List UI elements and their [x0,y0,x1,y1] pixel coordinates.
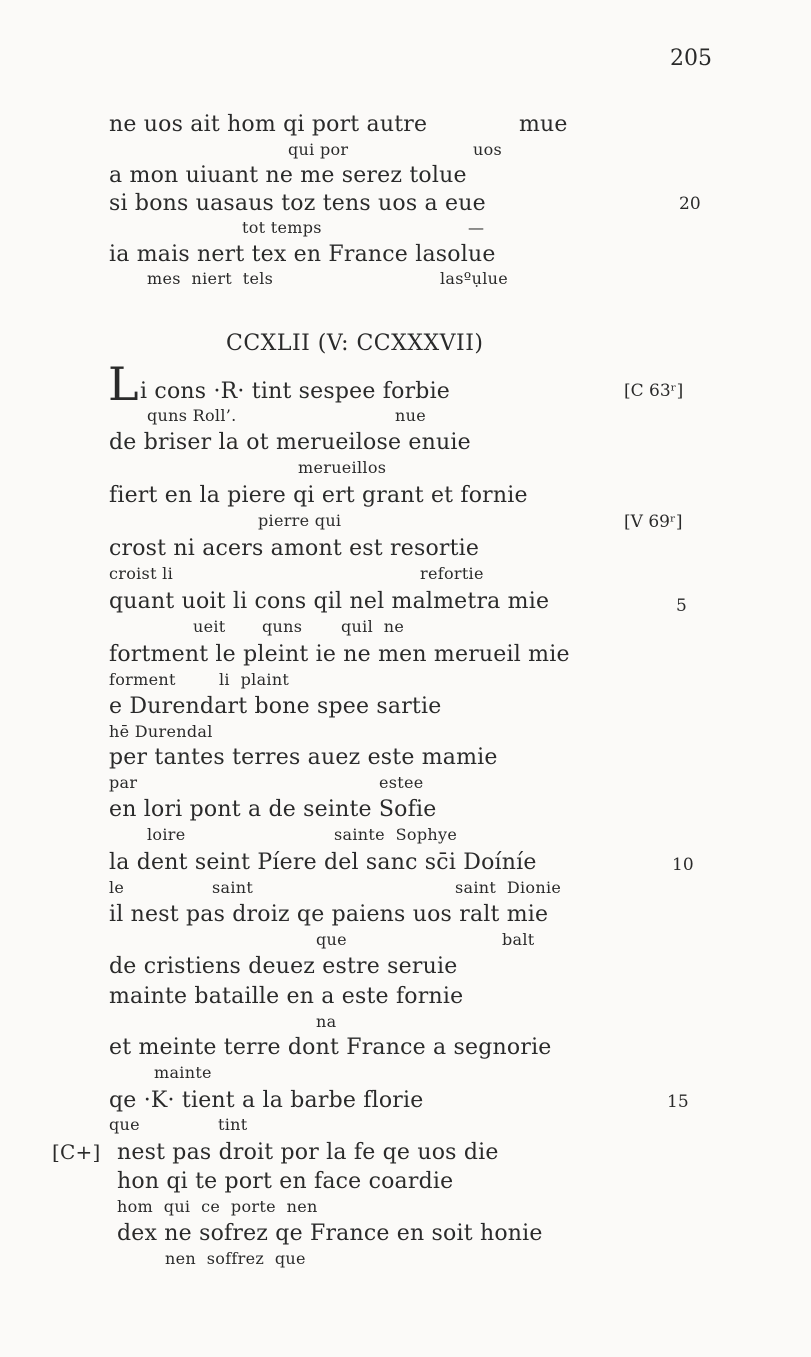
variant-reading: nue [395,406,426,425]
drop-cap: L [108,357,139,411]
variant-reading: loire [147,825,186,844]
variant-reading: sainte Sophye [334,825,458,844]
verse-line: ia mais nert tex en France lasolue [109,242,496,267]
variant-reading: pierre qui [258,511,342,530]
variant-reading: forment [109,670,176,689]
verse-line: et meinte terre dont France a segnorie [109,1035,552,1060]
variant-reading: estee [379,773,424,792]
variant-reading: balt [502,930,535,949]
variant-reading: le [109,878,125,897]
variant-reading: par [109,773,138,792]
verse-line: de briser la ot merueilose enuie [109,430,471,455]
manuscript-ref: [C 63ʳ] [624,381,684,401]
variant-reading: croist li [109,564,174,583]
verse-line-word: mue [519,112,568,137]
variant-reading: quns Roll’. [147,406,237,425]
verse-line: mainte bataille en a este fornie [109,984,464,1009]
variant-reading: merueillos [298,458,387,477]
variant-reading: quil ne [341,617,405,636]
variant-reading: mainte [154,1063,212,1082]
variant-reading: na [316,1012,337,1031]
page-number: 205 [670,46,712,71]
verse-line: nest pas droit por la fe qe uos die [117,1140,499,1165]
verse-line: per tantes terres auez este mamie [109,745,498,770]
variant-reading: uos [473,140,503,159]
verse-line: qe ·K· tient a la barbe florie [109,1088,424,1113]
variant-reading: tint [218,1115,248,1134]
verse-line: hon qi te port en face coardie [117,1169,454,1194]
line-number: 5 [676,596,687,616]
verse-line: i cons ·R· tint sespee forbie [140,379,451,404]
verse-line: il nest pas droiz qe paiens uos ralt mie [109,902,549,927]
verse-line: en lori pont a de seinte Sofie [109,797,437,822]
variant-reading: saint Dionie [455,878,562,897]
verse-line: dex ne sofrez qe France en soit honie [117,1221,543,1246]
variant-reading: — [468,218,485,237]
verse-line: de cristiens deuez estre seruie [109,954,458,979]
verse-line: ne uos ait hom qi port autre [109,112,428,137]
variant-reading: lasºụlue [440,269,508,288]
verse-line: quant uoit li cons qil nel malmetra mie [109,589,550,614]
variant-reading: quns [262,617,303,636]
line-number: 20 [679,194,701,214]
verse-line: fortment le pleint ie ne men merueil mie [109,642,570,667]
variant-reading: mes niert tels [147,269,274,288]
verse-line: la dent seint Píere del sanc sc̄i Doíníe [109,850,537,875]
verse-line: crost ni acers amont est resortie [109,536,480,561]
line-number: 15 [667,1092,689,1112]
variant-reading: qui por [288,140,349,159]
variant-reading: refortie [420,564,484,583]
verse-line: si bons uasaus toz tens uos a eue [109,191,486,216]
variant-reading: tot temps [242,218,322,237]
verse-line: e Durendart bone spee sartie [109,694,442,719]
variant-reading: li plaint [219,670,290,689]
variant-reading: saint [212,878,254,897]
variant-reading: que [109,1115,140,1134]
verse-line: fiert en la piere qi ert grant et fornie [109,483,528,508]
variant-reading: hom qui ce porte nen [117,1197,318,1216]
verse-line: a mon uiuant ne me serez tolue [109,163,467,188]
variant-reading: hē Durendal [109,722,213,741]
line-number: 10 [672,855,694,875]
manuscript-ref: [V 69ʳ] [624,512,683,532]
laisse-heading: CCXLII (V: CCXXXVII) [226,331,484,356]
variant-reading: que [316,930,347,949]
verse-line: [C+] [52,1140,101,1164]
variant-reading: ueit [193,617,226,636]
variant-reading: nen soffrez que [165,1249,306,1268]
